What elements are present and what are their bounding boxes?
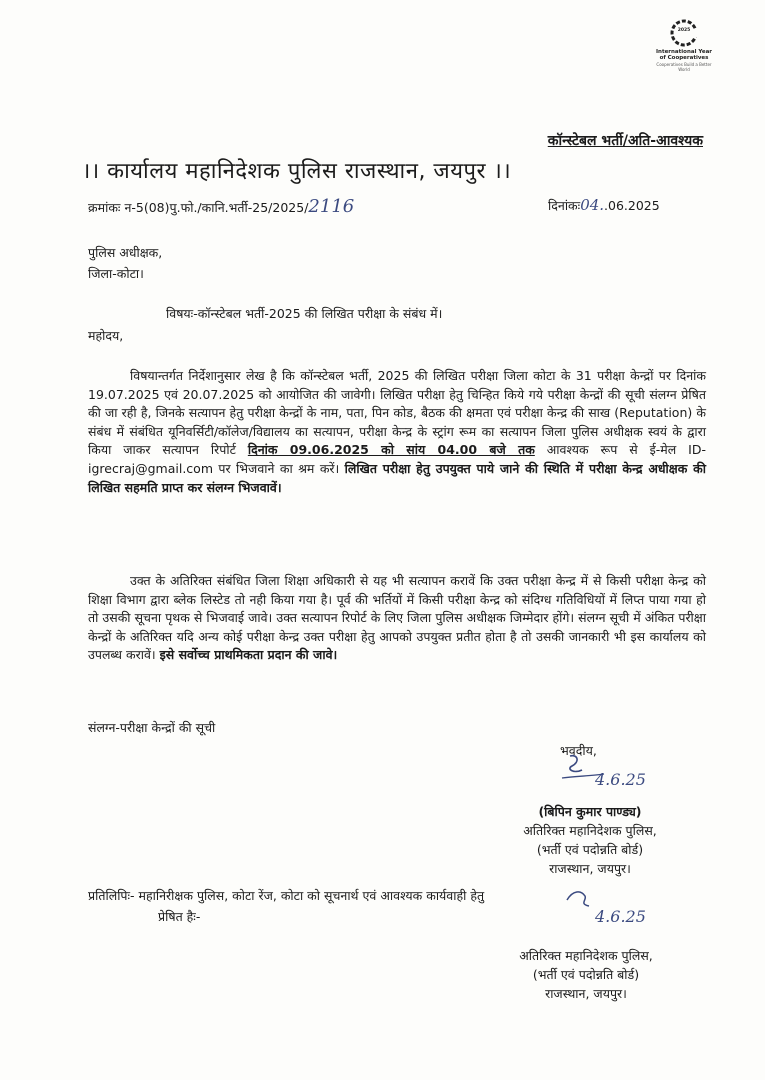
date-label: दिनांकः [548,198,581,213]
body-paragraph-1 [88,367,706,497]
para1-consent-text: लिखित परीक्षा हेतु उपयुक्त पाये जाने की स्थिति में परीक्षा केन्द्र अधीक्षक की लिखित सहमति प्राप्त कर संलग्न भिजवावें। [88,460,706,495]
copy-signature [563,886,593,910]
logo-tagline: Cooperatives Build a Better World [656,61,712,72]
copy-signature-date: 4.6.25 [595,907,646,926]
copy-designation2: (भर्ती एवं पदोन्नति बोर्ड) [532,967,640,982]
signatory-designation2: (भर्ती एवं पदोन्नति बोर्ड) [536,842,644,857]
body-paragraph-2 [88,572,706,665]
date-tail: .06.2025 [604,198,660,213]
ref-text: न-5(08)पु.फो./कानि.भर्ती-25/2025/ [124,200,309,215]
ref-handwritten: 2116 [308,196,355,217]
salutation: महोदय, [88,328,124,343]
subject-line: विषयः-कॉन्स्टेबल भर्ती-2025 की लिखित परीक्षा के संबंध में। [166,306,443,321]
iyc-logo [652,18,716,72]
para1-email-text: आवश्यक रूप से ई-मेल ID- igrecraj@gmail.com पर भिजवाने का श्रम करें। [88,442,706,476]
letter-date [548,196,660,214]
para1-text: विषयान्तर्गत निर्देशानुसार लेख है कि कॉन्स्टेबल भर्ती, 2025 की लिखित परीक्षा जिला कोटा के 31 परीक्षा केन्द्रों पर दिनांक 19.07.2025 एवं 20.07.2025 को आयोजित की जावेगी। लिखित परीक्षा हेतु चिन्हित किये गये परीक्षा केन्द्रों की सूची संलग्न प्रेषित की जा रही है, जिनके सत्यापन हेतु परीक्षा केन्द्रों के नाम, पता, पिन कोड, बैठक की क्षमता एवं परीक्षा केन्द्र की साख (Reputation) के संबंध में संबंधित यूनिवर्सिटी/कॉलेज/विद्यालय का सत्यापन, परीक्षा केन्द्र के स्ट्रांग रूम का सत्यापन जिला पुलिस अधीक्षक स्वयं के द्वारा किया जाकर सत्यापन रिपोर्ट [88,368,706,458]
signatory-designation3: राजस्थान, जयपुर। [549,861,631,876]
copy-line1: प्रतिलिपिः- महानिरीक्षक पुलिस, कोटा रेंज, कोटा को सूचनार्थ एवं आवश्यक कार्यवाही हेतु [88,888,485,903]
addressee-line1: पुलिस अधीक्षक, [88,245,163,260]
deadline-date: दिनांक 09.06.2025 को सांय 04.00 बजे तक [247,442,535,458]
signatory-name: (बिपिन कुमार पाण्ड्य) [538,804,642,819]
ref-label: क्रमांकः [88,200,121,215]
logo-year: 2025 [677,28,691,33]
signatory-block [490,802,690,878]
addressee-line2: जिला-कोटा। [88,266,144,281]
copy-designation3: राजस्थान, जयपुर। [545,986,627,1001]
enclosure-note: संलग्न-परीक्षा केन्द्रों की सूची [88,720,216,735]
priority-text: इसे सर्वोच्च प्राथमिकता प्रदान की जावे। [159,647,338,663]
closing: भवदीय, [560,743,597,758]
copy-line2: प्रेषित हैः- [158,909,201,924]
para2-text: उक्त के अतिरिक्त संबंधित जिला शिक्षा अधिकारी से यह भी सत्यापन करावें कि उक्त परीक्षा केन्द्र में से किसी परीक्षा केन्द्र को शिक्षा विभाग द्वारा ब्लेक लिस्टेड तो नही किया गया है। पूर्व की भर्तियों में किसी परीक्षा केन्द्र को संदिग्ध गतिविधियों में लिप्त पाया गया हो तो उसकी सूचना पृथक से भिजवाई जावे। उक्त सत्यापन रिपोर्ट के लिए जिला पुलिस अधीक्षक जिम्मेदार होंगे। संलग्न सूची में अंकित परीक्षा केन्द्रों के अतिरिक्त यदि अन्य कोई परीक्षा केन्द्र उक्त परीक्षा हेतु आपको उपयुक्त प्रतीत होता है तो उसकी जानकारी भी इस कार्यालय को उपलब्ध करावें। [88,573,706,663]
signatory-designation1: अतिरिक्त महानिदेशक पुलिस, [523,823,657,838]
reference-number [88,196,354,217]
logo-line1: International Year [655,48,712,55]
logo-line2: of Cooperatives [659,55,709,61]
urgent-label: कॉन्स्टेबल भर्ती/अति-आवश्यक [547,133,703,149]
copy-signatory-block [476,946,696,1003]
copy-designation1: अतिरिक्त महानिदेशक पुलिस, [519,948,653,963]
date-handwritten: 04. [580,196,605,214]
office-title: ।। कार्यालय महानिदेशक पुलिस राजस्थान, जयपुर ।। [82,159,512,184]
signature-date: 4.6.25 [595,770,646,789]
